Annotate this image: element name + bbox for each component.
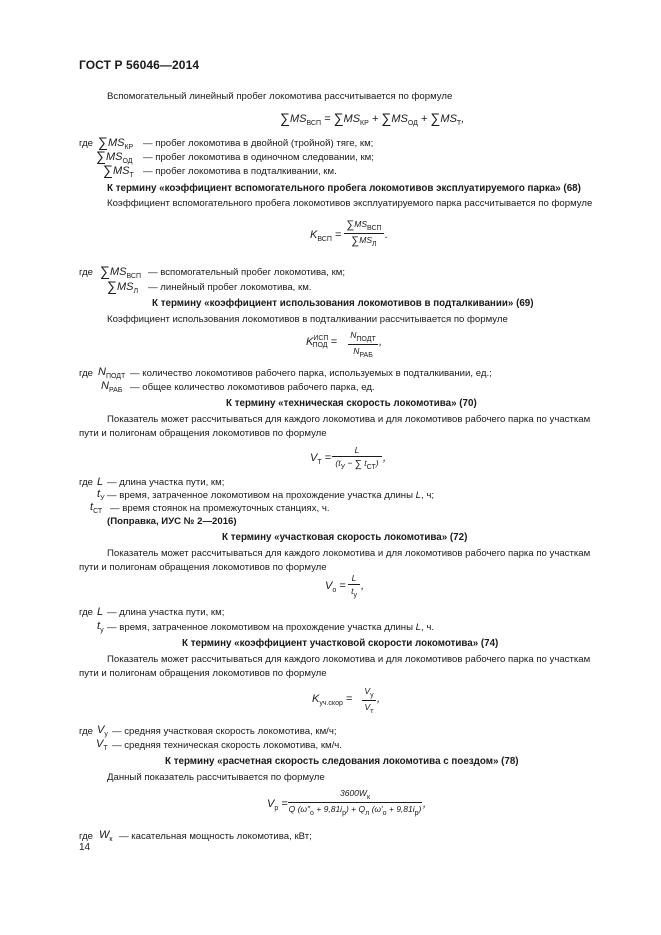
- where-label: где: [79, 138, 94, 149]
- variable-definition: — количество локомотивов рабочего парка, используемых в подталкивании, ед.;: [130, 368, 492, 379]
- variable: $\sum MS_Т$: [103, 162, 134, 179]
- variable: L: [97, 606, 104, 618]
- variable: $t_у$: [97, 620, 104, 634]
- variable-definition: — время, затраченное локомотивом на прохождение участка длины L, ч.: [107, 622, 435, 633]
- paragraph: Показатель может рассчитываться для каждого локомотива и для локомотивов рабочего парка по участкам: [107, 414, 591, 425]
- variable: $W_к$: [99, 829, 113, 843]
- variable-definition: — время, затраченное локомотивом на прохождение участка длины L, ч;: [107, 490, 435, 501]
- document-header: ГОСТ Р 56046—2014: [79, 58, 200, 72]
- paragraph: пути и полигонам обращения локомотивов по формуле: [79, 668, 327, 679]
- variable: $t_У$: [97, 488, 105, 502]
- formula: $\sum MS_{ВСП} = \sum MS_{КР} + \sum MS_{ОД} + \sum MS_Т$,: [280, 110, 465, 127]
- formula-fraction: $V_у$ $V_т$: [362, 686, 376, 715]
- variable-definition: — вспомогательный пробег локомотива, км;: [148, 267, 346, 278]
- where-label: где: [79, 267, 94, 278]
- paragraph: пути и полигонам обращения локомотивов по формуле: [79, 428, 327, 439]
- amendment-note: (Поправка, ИУС № 2—2016): [107, 516, 237, 527]
- variable: $V_у$: [97, 724, 108, 738]
- section-heading: К термину «техническая скорость локомотива» (70): [226, 398, 477, 409]
- formula: $K_{уч.скор}$ =: [312, 693, 353, 707]
- variable-definition: — пробег локомотива в подталкивании, км.: [143, 166, 337, 177]
- formula-fraction: $3600W_к$ Q $(\omega''_о + 9,81i_р) + Q_л$ $(\omega'_о + 9,81i_р)$: [288, 788, 422, 817]
- where-label: где: [79, 607, 94, 618]
- where-label: где: [79, 477, 94, 488]
- variable-definition: — длина участка пути, км;: [107, 477, 225, 488]
- formula: $V_Т$ =: [310, 452, 332, 466]
- paragraph: Коэффициент вспомогательного пробега локомотивов эксплуатируемого парка рассчитывается по формуле: [107, 198, 593, 209]
- variable-definition: — средняя участковая скорость локомотива, км/ч;: [112, 726, 337, 737]
- variable: $\sum MS_{ОД}$: [96, 148, 133, 165]
- variable-definition: — средняя техническая скорость локомотива, км/ч.: [112, 740, 342, 751]
- variable: $\sum MS_Л$: [107, 278, 139, 295]
- variable-definition: — общее количество локомотивов рабочего парка, ед.: [130, 382, 375, 393]
- variable: $\sum MS_{ВСП}$: [100, 263, 142, 280]
- formula: $V_о$ =: [325, 580, 346, 594]
- formula: $K^{ИСП}ПОД$ =: [306, 335, 338, 349]
- paragraph: пути и полигонам обращения локомотивов по формуле: [79, 562, 327, 573]
- formula-fraction: $\sum MS_{ВСП}$ $\sum MS_Л$: [344, 219, 384, 248]
- formula: $K_{ВСП}$ =: [310, 229, 342, 243]
- where-label: где: [79, 726, 94, 737]
- variable: $N_{РАБ}$: [101, 380, 123, 394]
- formula-fraction: L ($t_У$ − ∑ $t_{СТ}$): [332, 445, 382, 471]
- section-heading: К термину «участковая скорость локомотива» (72): [222, 532, 468, 543]
- paragraph: Вспомогательный линейный пробег локомотива рассчитывается по формуле: [107, 91, 453, 102]
- variable: $V_Т$: [96, 738, 108, 752]
- variable-definition: — касательная мощность локомотива, кВт;: [119, 831, 312, 842]
- paragraph: Показатель может рассчитываться для каждого локомотива и для локомотивов рабочего парка по участкам: [107, 654, 591, 665]
- where-label: где: [79, 831, 94, 842]
- variable: $\sum MS_{КР}$: [98, 134, 134, 151]
- variable-definition: — пробег локомотива в двойной (тройной) тяге, км;: [143, 138, 374, 149]
- formula: $V_р$ =: [267, 798, 288, 812]
- paragraph: Коэффициент использования локомотивов в подталкивании рассчитывается по формуле: [107, 314, 508, 325]
- section-heading: К термину «коэффициент вспомогательного пробега локомотивов эксплуатируемого парка» (68): [107, 183, 581, 194]
- variable-definition: — линейный пробег локомотива, км.: [148, 282, 312, 293]
- page-number: 14: [79, 842, 91, 853]
- variable-definition: — пробег локомотива в одиночном следовании, км;: [143, 152, 374, 163]
- section-heading: К термину «коэффициент использования локомотивов в подталкивании» (69): [152, 298, 534, 309]
- section-heading: К термину «расчетная скорость следования локомотива с поездом» (78): [165, 756, 519, 767]
- paragraph: Данный показатель рассчитывается по формуле: [107, 772, 325, 783]
- variable: $N_{ПОДТ}$: [98, 366, 126, 380]
- where-label: где: [79, 368, 94, 379]
- variable: L: [97, 476, 104, 488]
- variable-definition: — время стоянок на промежуточных станциях, ч.: [110, 503, 330, 514]
- variable: $t_{СТ}$: [90, 501, 103, 515]
- section-heading: К термину «коэффициент участковой скорости локомотива» (74): [182, 638, 499, 649]
- formula-fraction: $N_{ПОДТ}$ $N_{РАБ}$: [348, 330, 378, 359]
- formula-fraction: L $t_у$: [348, 573, 360, 599]
- document-page: ГОСТ Р 56046—2014 Вспомогательный линейный пробег локомотива рассчитывается по формуле $\sum MS_{ВСП} = \sum MS_{КР} + \sum MS_{ОД} + \sum MS_Т$, где $\sum MS_{КР}$ — пробег локомотива в двойной (тройной) тяге, км; $\sum MS_{ОД}$ — пробег локомотива в одиночном следовании, км; $\sum MS_Т$ — пробег локомотива в подталкивании, км. К термину «коэффициент вспомогательного пробега локомотивов эксплуатируемого парка» (68) Коэффициент вспомогательного пробега локомотивов эксплуатируемого парка рассчитывается по формуле $K_{ВСП}$ = $\sum MS_{ВСП}$ $\sum MS_Л$ . где $\sum MS_{ВСП}$ — вспомогательный пробег локомотива, км; $\sum MS_Л$ — линейный пробег локомотива, км. К термину «коэффициент использования локомотивов в подталкивании» (69) Коэффициент использования локомотивов в подталкивании рассчитывается по формуле $K^{ИСП}ПОД$ = $N_{ПОДТ}$ $N_{РАБ}$ , где $N_{ПОДТ}$ — количество локомотивов рабочего парка, используемых в подталкивании, ед.; $N_{РАБ}$ — общее количество локомотивов рабочего парка, ед. К термину «техническая скорость локомотива» (70) Показатель может рассчитываться для каждого локомотива и для локомотивов рабочего парка по участкам пути и полигонам обращения локомотивов по формуле $V_Т$ = L ($t_У$ − ∑ $t_{СТ}$) , где L — длина участка пути, км; $t_У$ — время, затраченное локомотивом на прохождение участка длины L, ч; $t_{СТ}$ — время стоянок на промежуточных станциях, ч. (Поправка, ИУС № 2—2016) К термину «участковая скорость локомотива» (72) Показатель может рассчитываться для каждого локомотива и для локомотивов рабочего парка по участкам пути и полигонам обращения локомотивов по формуле $V_о$ = L $t_у$ , где L — длина участка пути, км; $t_у$ — время, затраченное локомотивом на прохождение участка длины L, ч. К термину «коэффициент участковой скорости локомотива» (74) Показатель может рассчитываться для каждого локомотива и для локомотивов рабочего парка по участкам пути и полигонам обращения локомотивов по формуле $K_{уч.скор}$ = $V_у$ $V_т$ , где $V_у$ — средняя участковая скорость локомотива, км/ч; $V_Т$ — средняя техническая скорость локомотива, км/ч. К термину «расчетная скорость следования локомотива с поездом» (78) Данный показатель рассчитывается по формуле $V_р$ = $3600W_к$ Q $(\omega''_о + 9,81i_р) + Q_л$ $(\omega'_о + 9,81i_р)$ , где $W_к$ — касательная мощность локомотива, кВт; 14: [79, 58, 593, 853]
- paragraph: Показатель может рассчитываться для каждого локомотива и для локомотивов рабочего парка по участкам: [107, 548, 591, 559]
- variable-definition: — длина участка пути, км;: [107, 607, 225, 618]
